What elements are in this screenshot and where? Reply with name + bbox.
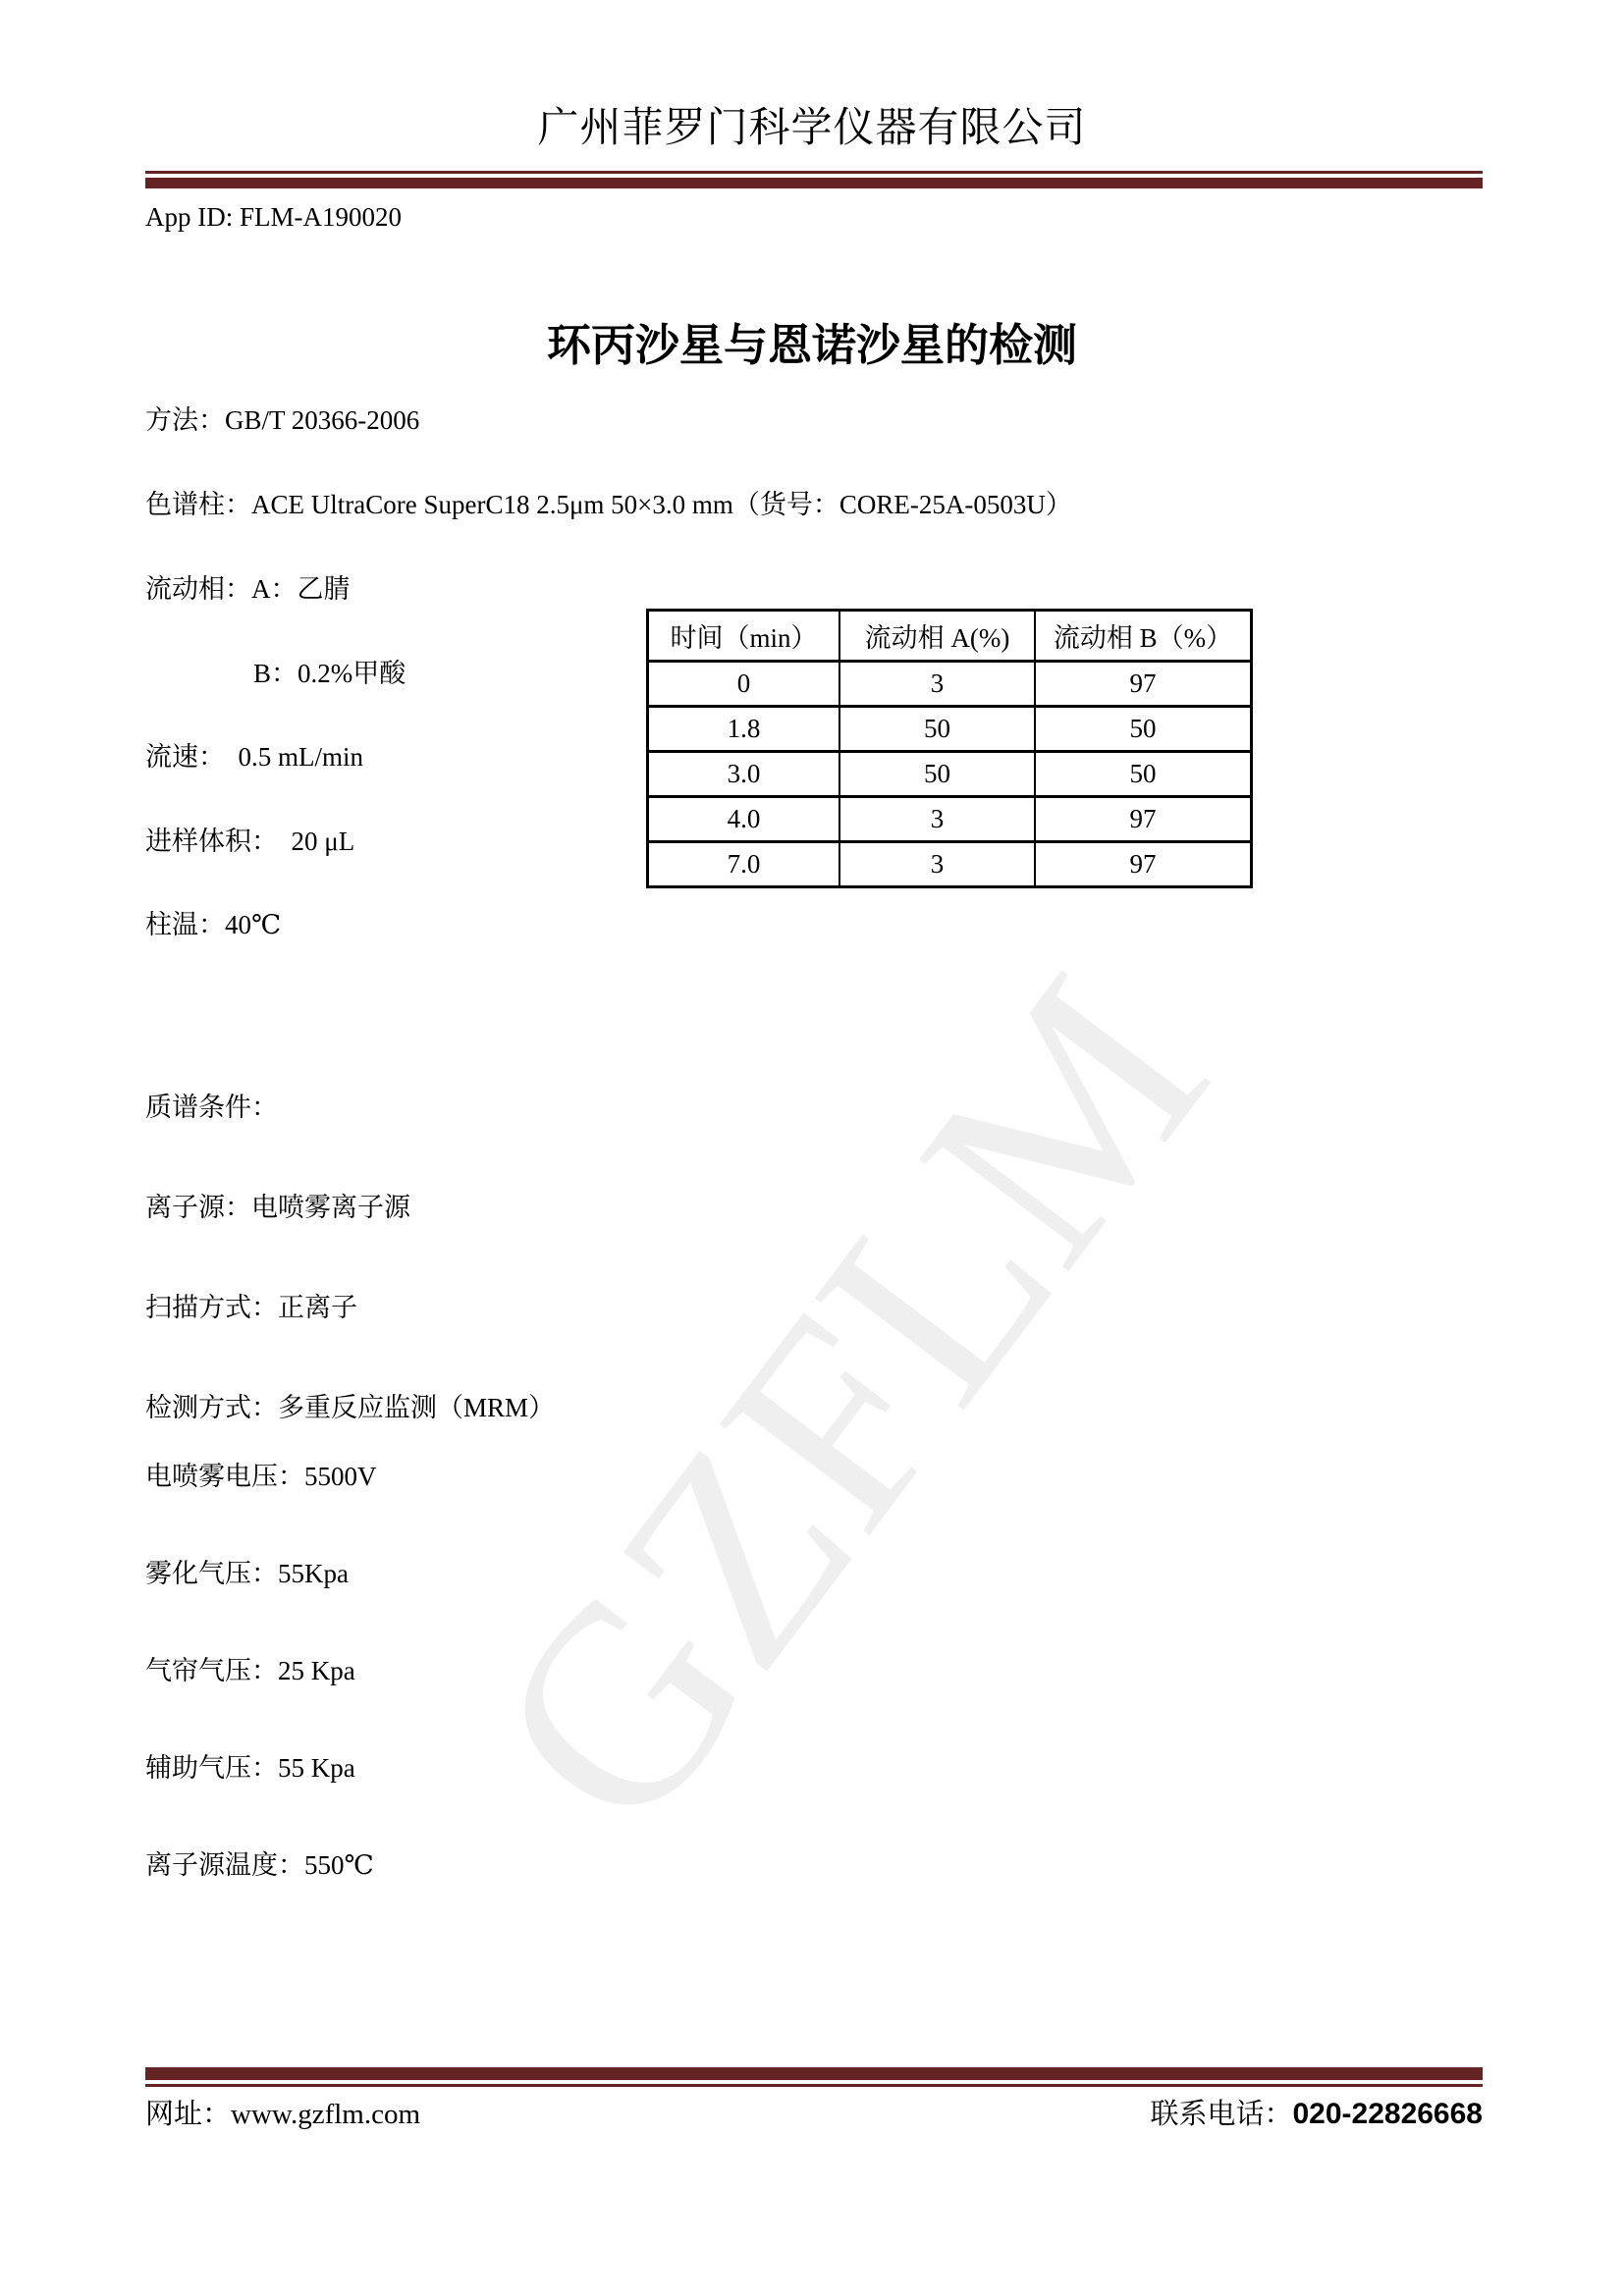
esi-voltage-line: 电喷雾电压：5500V xyxy=(145,1462,377,1491)
footer-phone xyxy=(1150,2095,1483,2134)
phone-number: 020-22826668 xyxy=(1292,2098,1483,2130)
cell-a: 3 xyxy=(839,662,1035,707)
cell-b: 50 xyxy=(1035,752,1252,797)
cell-a: 50 xyxy=(839,707,1035,752)
cell-time: 7.0 xyxy=(648,842,840,887)
footer-rule-thin xyxy=(145,2084,1483,2087)
ion-source-line: 离子源：电喷雾离子源 xyxy=(145,1193,410,1222)
cell-a: 3 xyxy=(839,842,1035,887)
table-row xyxy=(648,662,1252,707)
flow-rate-line: 流速： 0.5 mL/min xyxy=(145,742,363,772)
footer xyxy=(145,2095,1483,2134)
mobile-phase-b-line: B：0.2%甲酸 xyxy=(253,659,406,688)
gradient-table-header-a: 流动相 A(%) xyxy=(839,611,1035,662)
ms-conditions-line: 质谱条件： xyxy=(145,1093,278,1122)
cell-time: 4.0 xyxy=(648,797,840,842)
table-row xyxy=(648,842,1252,887)
app-id-text: App ID: FLM-A190020 xyxy=(145,202,402,232)
column-temp-line: 柱温：40℃ xyxy=(145,910,282,939)
cell-b: 97 xyxy=(1035,842,1252,887)
gradient-table xyxy=(646,609,1253,888)
watermark-text: GZFLM xyxy=(432,923,1266,1884)
injection-volume-line: 进样体积： 20 μL xyxy=(145,827,355,856)
cell-a: 50 xyxy=(839,752,1035,797)
source-temp-line: 离子源温度：550℃ xyxy=(145,1850,374,1880)
company-header: 广州菲罗门科学仪器有限公司 xyxy=(537,106,1087,151)
gradient-table-header-row xyxy=(648,611,1252,662)
cell-time: 1.8 xyxy=(648,707,840,752)
header-rule-thin xyxy=(145,171,1483,174)
gradient-table-header-b: 流动相 B（%） xyxy=(1035,611,1252,662)
cell-b: 97 xyxy=(1035,797,1252,842)
aux-pressure-line: 辅助气压：55 Kpa xyxy=(145,1753,355,1783)
mobile-phase-a-line: 流动相：A：乙腈 xyxy=(145,574,351,604)
curtain-pressure-line: 气帘气压：25 Kpa xyxy=(145,1656,355,1685)
table-row xyxy=(648,707,1252,752)
scan-mode-line: 扫描方式：正离子 xyxy=(145,1293,357,1322)
phone-label: 联系电话： xyxy=(1150,2099,1293,2130)
footer-rule-thick xyxy=(145,2067,1483,2080)
cell-b: 97 xyxy=(1035,662,1252,707)
gradient-table-header-time: 时间（min） xyxy=(648,611,840,662)
header-rule-thick xyxy=(145,178,1483,188)
column-line: 色谱柱：ACE UltraCore SuperC18 2.5μm 50×3.0 mm（货号：CORE-25A-0503U） xyxy=(145,490,1072,519)
detection-mode-line: 检测方式：多重反应监测（MRM） xyxy=(145,1393,556,1422)
table-row xyxy=(648,797,1252,842)
footer-website xyxy=(145,2095,420,2134)
method-line: 方法：GB/T 20366-2006 xyxy=(145,405,420,435)
nebulizer-pressure-line: 雾化气压：55Kpa xyxy=(145,1559,349,1588)
table-row xyxy=(648,752,1252,797)
website-url: www.gzflm.com xyxy=(231,2099,421,2130)
cell-a: 3 xyxy=(839,797,1035,842)
cell-b: 50 xyxy=(1035,707,1252,752)
cell-time: 3.0 xyxy=(648,752,840,797)
website-label: 网址： xyxy=(145,2099,232,2130)
page-title: 环丙沙星与恩诺沙星的检测 xyxy=(546,321,1077,370)
cell-time: 0 xyxy=(648,662,840,707)
